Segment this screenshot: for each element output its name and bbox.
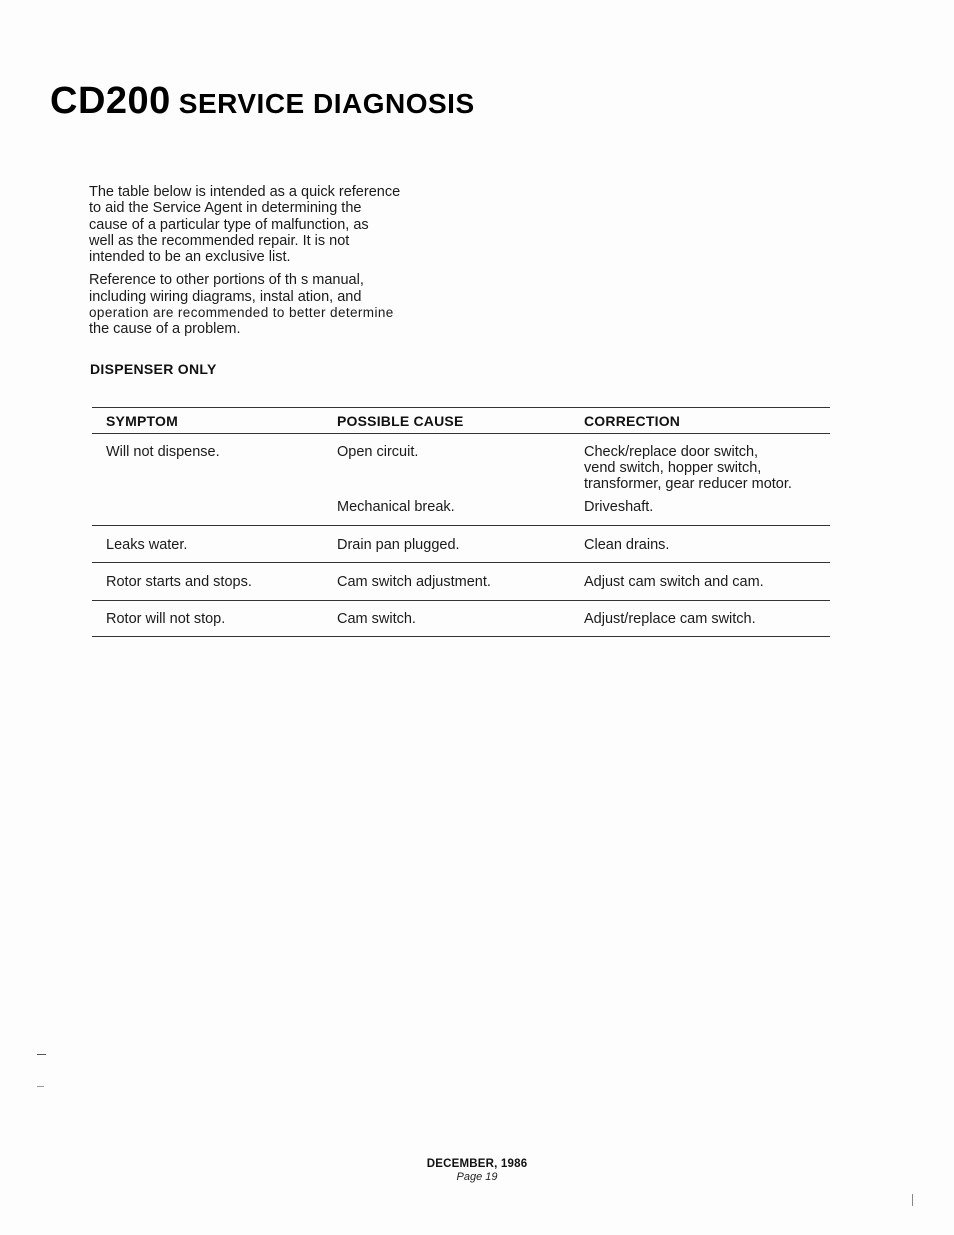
page-footer xyxy=(0,1158,954,1183)
scan-mark xyxy=(37,1086,44,1087)
intro-line: including wiring diagrams, instal ation, and xyxy=(89,288,362,305)
intro-paragraph-1 xyxy=(89,184,449,265)
cell-correction xyxy=(584,444,824,493)
page-number: Page 19 xyxy=(456,1171,498,1183)
table-row xyxy=(92,601,830,637)
intro-line: well as the recommended repair. It is not xyxy=(89,232,350,249)
cell-cause: Open circuit. xyxy=(337,444,419,460)
cell-symptom: Leaks water. xyxy=(106,537,188,553)
scan-mark xyxy=(37,1054,46,1055)
intro-line: to aid the Service Agent in determining the xyxy=(89,200,362,217)
correction-line: Check/replace door switch, xyxy=(584,444,759,460)
cell-correction: Adjust cam switch and cam. xyxy=(584,574,764,590)
scan-mark xyxy=(912,1194,913,1206)
footer-date: DECEMBER, 1986 xyxy=(426,1158,528,1170)
intro-line: Reference to other portions of th s manual, xyxy=(89,272,364,289)
intro-line: intended to be an exclusive list. xyxy=(89,249,291,266)
intro-line: cause of a particular type of malfunction, as xyxy=(89,216,369,233)
intro-text xyxy=(89,184,449,345)
cell-symptom: Will not dispense. xyxy=(106,444,220,460)
title-model: CD200 xyxy=(50,80,171,122)
table-row xyxy=(92,434,830,526)
cell-correction: Driveshaft. xyxy=(584,499,654,515)
header-possible-cause: POSSIBLE CAUSE xyxy=(337,413,464,429)
cell-correction: Adjust/replace cam switch. xyxy=(584,611,756,627)
correction-line: transformer, gear reducer motor. xyxy=(584,476,792,493)
intro-line: the cause of a problem. xyxy=(89,321,241,338)
header-symptom: SYMPTOM xyxy=(106,413,178,429)
cell-cause: Mechanical break. xyxy=(337,499,455,515)
intro-line: operation are recommended to better determine xyxy=(89,305,394,321)
section-heading: DISPENSER ONLY xyxy=(90,361,217,377)
intro-line: The table below is intended as a quick reference xyxy=(89,184,401,200)
cell-cause: Cam switch adjustment. xyxy=(337,574,491,590)
cell-cause: Drain pan plugged. xyxy=(337,537,460,553)
intro-paragraph-2 xyxy=(89,272,449,337)
cell-symptom: Rotor will not stop. xyxy=(106,611,226,627)
cell-cause: Cam switch. xyxy=(337,611,416,627)
cell-correction: Clean drains. xyxy=(584,537,670,553)
table-row xyxy=(92,563,830,601)
correction-line: vend switch, hopper switch, xyxy=(584,460,762,477)
title-text: SERVICE DIAGNOSIS xyxy=(178,88,475,119)
table-row xyxy=(92,526,830,563)
diagnosis-table xyxy=(92,407,830,637)
header-correction: CORRECTION xyxy=(584,413,681,429)
cell-symptom: Rotor starts and stops. xyxy=(106,574,252,590)
table-header xyxy=(92,408,830,434)
page-title xyxy=(50,80,475,123)
